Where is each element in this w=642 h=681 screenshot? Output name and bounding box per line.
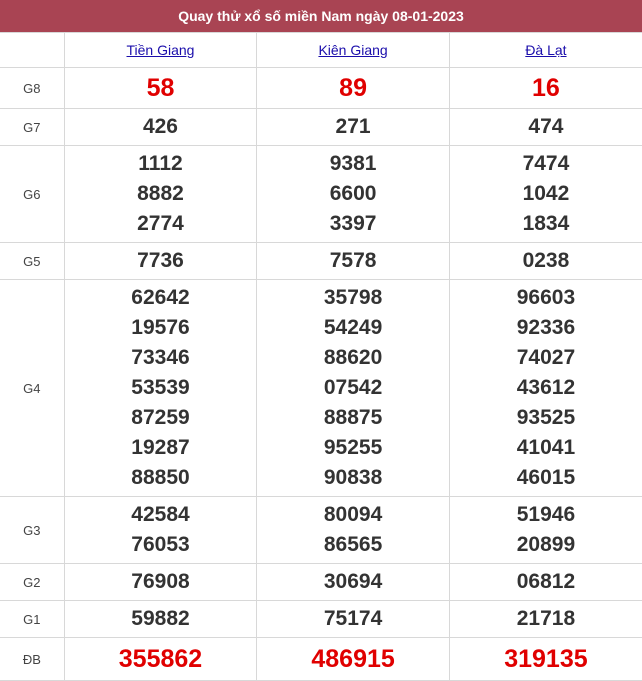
result-cell <box>64 564 257 601</box>
result-cell <box>449 638 642 681</box>
results-title: Quay thử xổ số miền Nam ngày 08-01-2023 <box>0 0 642 32</box>
result-cell <box>449 109 642 146</box>
province-header-1 <box>64 33 257 68</box>
result-number: 73346 <box>131 346 190 369</box>
result-number: 16 <box>532 74 560 102</box>
result-cell <box>64 68 257 109</box>
result-number: 07542 <box>323 376 383 399</box>
result-number: 80094 <box>323 503 383 526</box>
result-cell <box>257 601 450 638</box>
result-number: 46015 <box>516 466 576 489</box>
result-number: 76908 <box>131 570 190 593</box>
province-header-2 <box>257 33 450 68</box>
result-cell <box>257 497 450 564</box>
result-number: 43612 <box>516 376 576 399</box>
result-number: 1042 <box>522 182 570 205</box>
result-cell <box>257 109 450 146</box>
result-number: 21718 <box>516 607 576 630</box>
result-cell <box>64 280 257 497</box>
result-number: 1112 <box>138 152 183 175</box>
result-number: 486915 <box>311 645 395 673</box>
result-number: 35798 <box>323 286 383 309</box>
result-number: 51946 <box>516 503 576 526</box>
result-number: 426 <box>142 115 178 138</box>
result-number: 3397 <box>329 212 377 235</box>
result-number: 87259 <box>131 406 190 429</box>
result-number: 95255 <box>323 436 383 459</box>
header-corner <box>0 33 64 68</box>
province-link-da-lat[interactable]: Đà Lạt <box>525 42 567 58</box>
result-number: 89 <box>339 74 367 102</box>
province-header-row <box>0 33 642 68</box>
result-number: 355862 <box>118 645 203 673</box>
prize-label: G1 <box>0 601 64 638</box>
result-number: 19287 <box>131 436 190 459</box>
result-number: 53539 <box>131 376 190 399</box>
prize-label: G7 <box>0 109 64 146</box>
result-cell <box>449 601 642 638</box>
province-link-kien-giang[interactable]: Kiên Giang <box>318 42 388 58</box>
result-cell <box>257 243 450 280</box>
result-number: 8882 <box>137 182 184 205</box>
result-cell <box>64 497 257 564</box>
result-number: 20899 <box>516 533 576 556</box>
result-number: 41041 <box>516 436 576 459</box>
result-number: 96603 <box>516 286 576 309</box>
result-number: 42584 <box>131 503 190 526</box>
result-number: 88850 <box>131 466 190 489</box>
province-link-tien-giang[interactable]: Tiền Giang <box>126 42 195 58</box>
result-number: 74027 <box>516 346 576 369</box>
result-number: 271 <box>335 115 371 138</box>
result-number: 75174 <box>323 607 383 630</box>
prize-label: G5 <box>0 243 64 280</box>
prize-row-special <box>0 638 642 681</box>
result-number: 76053 <box>131 533 190 556</box>
result-number: 62642 <box>131 286 190 309</box>
result-cell <box>257 280 450 497</box>
result-number: 59882 <box>131 607 190 630</box>
result-number: 7578 <box>329 249 377 272</box>
result-cell <box>449 564 642 601</box>
result-cell <box>449 146 642 243</box>
result-number: 6600 <box>329 182 377 205</box>
result-cell <box>449 243 642 280</box>
result-number: 7736 <box>137 249 184 272</box>
result-cell <box>257 146 450 243</box>
prize-row-g1 <box>0 601 642 638</box>
result-cell <box>64 638 257 681</box>
result-number: 2774 <box>137 212 184 235</box>
result-number: 9381 <box>329 152 377 175</box>
result-cell <box>64 243 257 280</box>
prize-row-g7 <box>0 109 642 146</box>
prize-row-g5 <box>0 243 642 280</box>
prize-label: G6 <box>0 146 64 243</box>
prize-label: G2 <box>0 564 64 601</box>
result-cell <box>64 146 257 243</box>
result-number: 30694 <box>323 570 383 593</box>
result-cell <box>64 109 257 146</box>
result-cell <box>449 497 642 564</box>
result-number: 92336 <box>516 316 576 339</box>
result-cell <box>257 68 450 109</box>
result-number: 58 <box>146 74 175 102</box>
prize-row-g3 <box>0 497 642 564</box>
result-number: 474 <box>528 115 564 138</box>
result-number: 86565 <box>323 533 383 556</box>
prize-row-g6 <box>0 146 642 243</box>
result-number: 54249 <box>323 316 383 339</box>
prize-label: G8 <box>0 68 64 109</box>
prize-row-g2 <box>0 564 642 601</box>
result-number: 7474 <box>522 152 570 175</box>
result-number: 319135 <box>504 645 588 673</box>
result-number: 90838 <box>323 466 383 489</box>
province-header-3 <box>449 33 642 68</box>
result-number: 19576 <box>131 316 190 339</box>
prize-label: ĐB <box>0 638 64 681</box>
result-cell <box>449 68 642 109</box>
result-number: 93525 <box>516 406 576 429</box>
prize-row-g4 <box>0 280 642 497</box>
result-cell <box>64 601 257 638</box>
result-number: 06812 <box>516 570 576 593</box>
prize-row-g8 <box>0 68 642 109</box>
result-number: 88620 <box>323 346 383 369</box>
result-cell <box>257 564 450 601</box>
result-number: 0238 <box>522 249 570 272</box>
result-number: 88875 <box>323 406 383 429</box>
result-number: 1834 <box>522 212 570 235</box>
results-table <box>0 32 642 681</box>
prize-label: G3 <box>0 497 64 564</box>
result-cell <box>257 638 450 681</box>
prize-label: G4 <box>0 280 64 497</box>
result-cell <box>449 280 642 497</box>
